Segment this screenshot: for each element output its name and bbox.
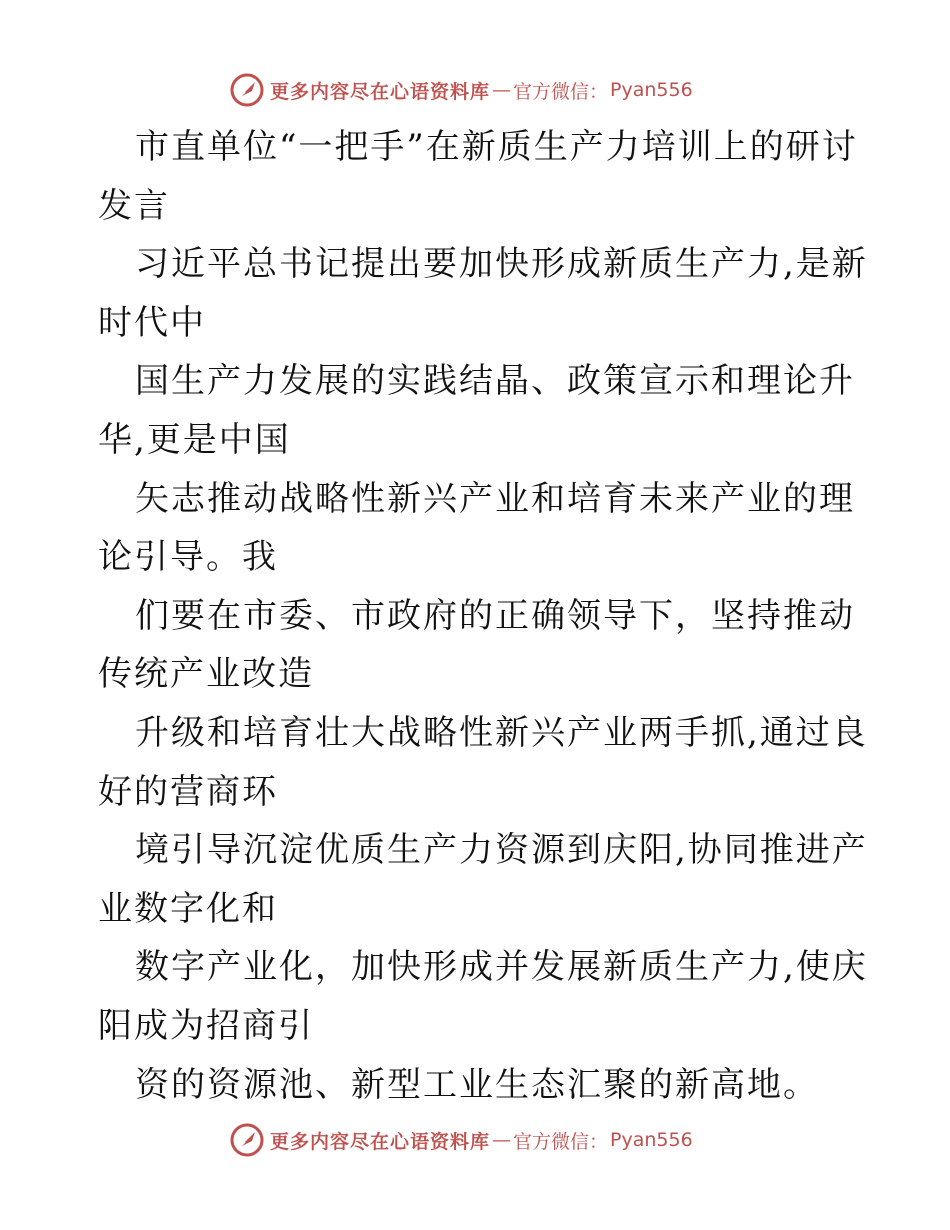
- paragraph: 习近平总书记提出要加快形成新质生产力,是新时代中: [98, 244, 868, 343]
- watermark-main-text: 更多内容尽在心语资料库: [270, 1130, 491, 1153]
- paragraph: 升级和培育壮大战略性新兴产业两手抓,通过良好的营商环: [98, 712, 868, 812]
- watermark-dash: —: [492, 79, 512, 101]
- paragraph: 数字产业化，加快形成并发展新质生产力,使庆阳成为招商引: [98, 947, 868, 1046]
- watermark-main-text: 更多内容尽在心语资料库: [270, 80, 491, 103]
- paragraph: 国生产力发展的实践结晶、政策宣示和理论升华,更是中国: [98, 361, 855, 460]
- watermark-dash: —: [492, 1129, 512, 1151]
- watermark-wechat-label: 官方微信：: [513, 1130, 609, 1153]
- paragraph: 市直单位“一把手”在新质生产力培训上的研讨发言: [98, 127, 858, 226]
- paragraph: 资的资源池、新型工业生态汇聚的新高地。: [135, 1064, 819, 1105]
- watermark-wechat-id: Pyan556: [610, 79, 693, 101]
- paragraph: 境引导沉淀优质生产力资源到庆阳,协同推进产业数字化和: [98, 830, 868, 929]
- quill-logo-icon: [230, 1123, 264, 1157]
- paragraph: 矢志推动战略性新兴产业和培育未来产业的理论引导。我: [98, 478, 855, 578]
- watermark-wechat-label: 官方微信：: [513, 80, 609, 103]
- quill-logo-icon: [230, 73, 264, 107]
- footer-watermark: [230, 1120, 750, 1160]
- watermark-wechat-id: Pyan556: [610, 1129, 693, 1151]
- header-watermark: [230, 70, 750, 110]
- document-body: [98, 118, 868, 1114]
- paragraph: 们要在市委、市政府的正确领导下，坚持推动传统产业改造: [98, 595, 855, 695]
